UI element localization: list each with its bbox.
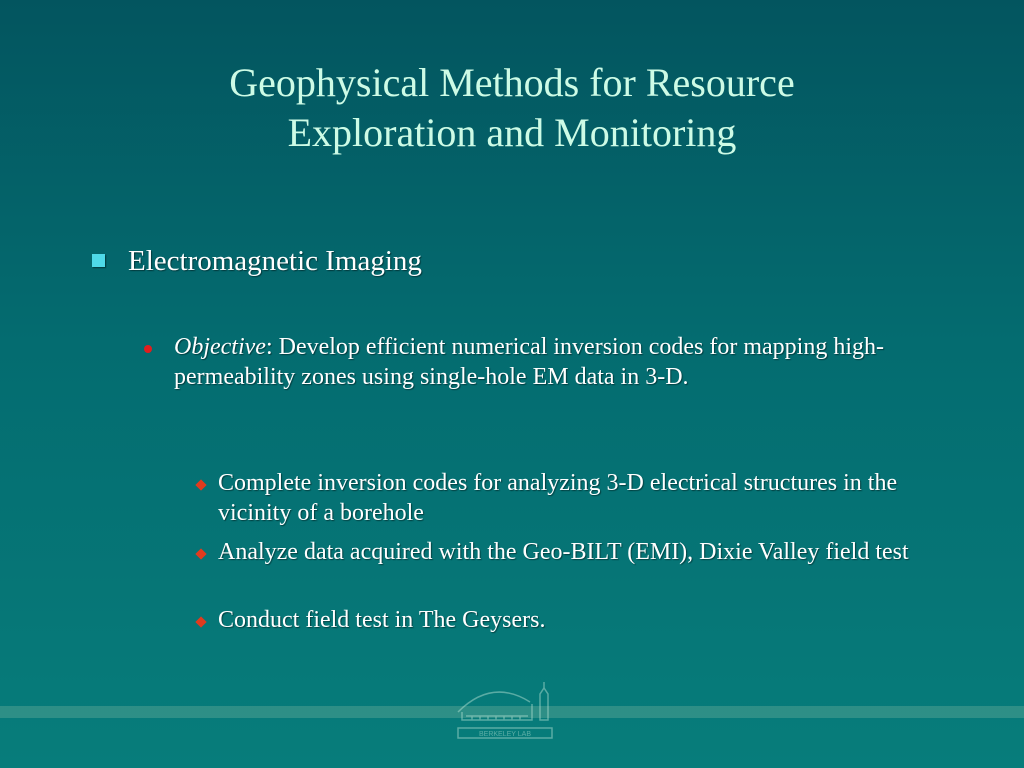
bullet-level1-text: Electromagnetic Imaging (128, 245, 422, 277)
subpoint-text: Conduct field test in The Geysers. (218, 607, 546, 633)
square-bullet-icon (92, 254, 105, 267)
subpoint-text: Analyze data acquired with the Geo-BILT (EMI), Dixie Valley field test (218, 539, 909, 565)
dot-bullet-icon (144, 345, 152, 353)
diamond-bullet-icon (195, 616, 206, 627)
title-line-1: Geophysical Methods for Resource (229, 60, 795, 105)
berkeley-lab-logo-icon (452, 672, 564, 742)
subpoint-text: Complete inversion codes for analyzing 3-D electrical structures in the vicinity of a borehole (218, 470, 898, 526)
logo-text: BERKELEY LAB (478, 731, 532, 738)
objective-text: : Develop efficient numerical inversion codes for mapping high-permeability zones using single-hole EM data in 3-D. (174, 334, 884, 390)
objective-label: Objective (174, 334, 266, 360)
slide-title (112, 58, 912, 158)
title-line-2: Exploration and Monitoring (287, 110, 737, 155)
diamond-bullet-icon (195, 548, 206, 559)
objective-text-block (174, 332, 934, 392)
diamond-bullet-icon (195, 479, 206, 490)
